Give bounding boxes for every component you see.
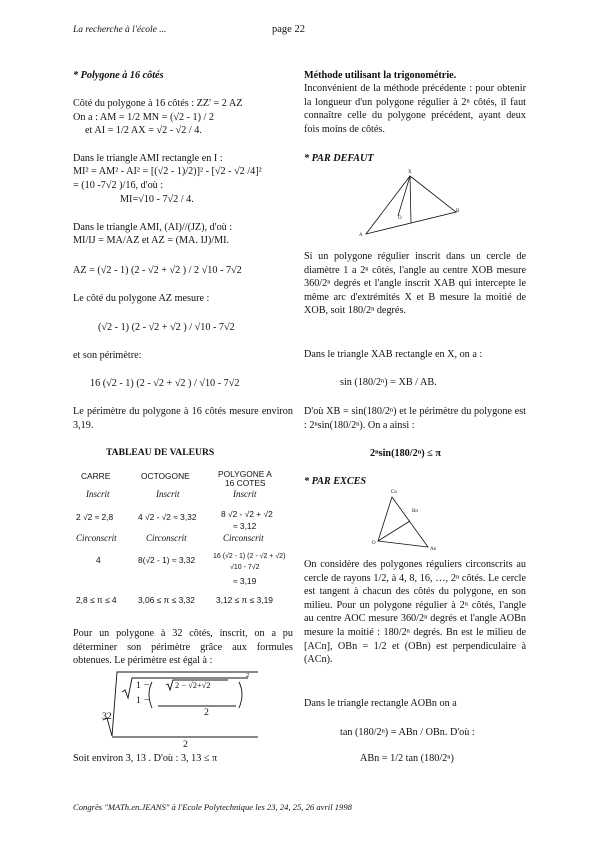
table-header: OCTOGONE <box>141 471 190 481</box>
table-cell: ≈ 3,19 <box>233 576 257 586</box>
equation-inequality: 2ⁿsin(180/2ⁿ) ≤ π <box>370 448 441 459</box>
formula-denominator: 2 <box>183 739 188 750</box>
formula-minus: − <box>144 695 150 706</box>
page-number: page 22 <box>272 24 305 35</box>
point-label-x: X <box>408 170 412 175</box>
text-line: On a : AM = 1/2 MN = (√2 - 1) / 2 <box>73 112 215 123</box>
text-line: Dans le triangle AMI rectangle en I : <box>73 153 223 164</box>
formula-32-perimeter <box>100 668 260 740</box>
point-label-a: A <box>359 233 363 238</box>
point-label-an: An <box>430 547 437 552</box>
table-header: CARRE <box>81 471 111 481</box>
paragraph-inconvenient: Inconvénient de la méthode précédente : pour obtenir la longueur d'un polygone régulier à 2ⁿ côtés, il faut connaître celle du polygone précédent, ayant deux fois moins de côtés. <box>304 83 526 135</box>
table-cell: 3,12 ≤ π ≤ 3,19 <box>216 595 273 605</box>
formula-perimeter: 16 (√2 - 1) (2 - √2 + √2 ) / √10 - 7√2 <box>90 378 240 389</box>
paragraph-32-sides: Pour un polygone à 32 côtés, inscrit, on a pu déterminer son périmètre grâce aux formules obtenues. Le périmètre est égal à : <box>73 628 293 667</box>
table-cell: 8(√2 - 1) ≈ 3,32 <box>138 555 196 565</box>
equation-tan: tan (180/2ⁿ) = ABn / OBn. D'où : <box>340 727 475 738</box>
point-label-b: B <box>456 209 460 214</box>
table-cell: 8 √2 - √2 + √2 <box>221 509 273 519</box>
point-label-bn: Bn <box>412 509 418 514</box>
running-header: La recherche à l'école ... <box>73 25 167 35</box>
page-footer: Congrès "MATh.en.JEANS" à l'Ecole Polytechnique les 23, 24, 25, 26 avril 1998 <box>73 802 352 812</box>
table-cell: 2 √2 ≈ 2,8 <box>76 512 114 522</box>
table-cell: Circonscrit <box>76 533 117 543</box>
point-label-o: O <box>372 541 376 546</box>
formula-one: 1 <box>136 695 141 706</box>
formula-minus: − <box>144 680 150 691</box>
text-line: MI/IJ = MA/AZ et AZ = (MA. IJ)/MI. <box>73 235 230 246</box>
section-heading-trig: Méthode utilisant la trigonométrie. <box>304 70 457 81</box>
table-header: 16 COTES <box>225 478 266 488</box>
text-line: et son périmètre: <box>73 350 142 361</box>
text-line: MI² = AM² - AI² = [(√2 - 1)/2)]² - [√2 - √2 /4]² <box>73 166 262 177</box>
text-line: Le côté du polygone AZ mesure : <box>73 293 210 304</box>
paragraph-perimeter: D'où XB = sin(180/2ⁿ) et le périmètre du polygone est : 2ⁿsin(180/2ⁿ). On a ainsi : <box>304 406 526 431</box>
equation-sin: sin (180/2ⁿ) = XB / AB. <box>340 377 437 388</box>
table-cell: Inscrit <box>233 489 257 499</box>
table-cell: Circonscrit <box>146 533 187 543</box>
table-cell: Inscrit <box>156 489 180 499</box>
formula-one: 1 <box>136 680 141 691</box>
text-line: Dans le triangle rectangle AOBn on a <box>304 698 457 709</box>
table-cell: 2,8 ≤ π ≤ 4 <box>76 595 117 605</box>
table-cell: ≈ 3,12 <box>233 521 257 531</box>
equation-ab: ABn = 1/2 tan (180/2ⁿ) <box>360 753 454 764</box>
values-table <box>73 466 295 606</box>
section-heading-16: * Polygone à 16 côtés <box>73 70 164 81</box>
section-heading-exces: * PAR EXCES <box>304 476 367 487</box>
formula-denominator: 2 <box>204 707 209 718</box>
text-line: Côté du polygone à 16 côtés : ZZ' = 2 AZ <box>73 98 243 109</box>
point-label-cn: Cn <box>391 490 397 495</box>
text-line: et AI = 1/2 AX = √2 - √2 / 4. <box>85 125 202 136</box>
point-label-o: O <box>398 216 402 221</box>
table-cell: Circonscrit <box>223 533 264 543</box>
formula-inner: 2 − √2+√2 <box>175 681 211 690</box>
formula-coef: 32 <box>102 711 112 722</box>
paragraph-inscribed: Si un polygone régulier inscrit dans un cercle de diamètre 1 a 2ⁿ côtés, l'angle au centre XOB mesure 360/2ⁿ degrés et l'angle inscrit XAB qui intercepte le même arc d'extrémités X et B mesure la moitié de XOB, soit 180/2ⁿ degrés. <box>304 251 526 317</box>
triangle-figure-inscribed <box>360 172 470 244</box>
section-heading-defaut: * PAR DEFAUT <box>304 153 374 164</box>
formula-az: AZ = (√2 - 1) (2 - √2 + √2 ) / 2 √10 - 7√2 <box>73 265 242 276</box>
table-cell: Inscrit <box>86 489 110 499</box>
table-cell: 4 √2 - √2 ≈ 3,32 <box>138 512 197 522</box>
paragraph-result: Le périmètre du polygone à 16 côtés mesure environ 3,19. <box>73 406 293 431</box>
text-line: Soit environ 3, 13 . D'où : 3, 13 ≤ π <box>73 753 218 764</box>
text-line: Dans le triangle XAB rectangle en X, on a : <box>304 349 483 360</box>
table-header: POLYGONE A <box>218 469 272 479</box>
table-title: TABLEAU DE VALEURS <box>106 447 215 458</box>
table-cell: 16 (√2 - 1) (2 - √2 + √2) <box>213 553 286 560</box>
formula-square: 2 <box>246 672 250 679</box>
table-cell: 4 <box>96 555 101 565</box>
text-line: = (10 -7√2 )/16, d'où : <box>73 180 164 191</box>
table-cell: √10 - 7√2 <box>230 564 260 571</box>
table-cell: 3,06 ≤ π ≤ 3,32 <box>138 595 195 605</box>
formula-side: (√2 - 1) (2 - √2 + √2 ) / √10 - 7√2 <box>98 322 235 333</box>
paragraph-circumscribed: On considère des polygones réguliers circonscrits au cercle de rayons 1/2, à 4, 8, 16, …, 2ⁿ côtés. Le cercle est tangent à chacun des côtés du polygone, en son milieu. Pour un polygone régulier à 2ⁿ côtés, l'angle au centre AOC mesure 360/2ⁿ degrés et l'angle AOBn mesure la moitié : 180/2ⁿ degrés. Bn est le milieu de [ACn], OBn = 1/2 et (OBn) est perpendiculaire à (ACn). <box>304 559 526 666</box>
text-line: Dans le triangle AMI, (AI)//(JZ), d'où : <box>73 222 233 233</box>
text-line: MI=√10 - 7√2 / 4. <box>120 194 194 205</box>
